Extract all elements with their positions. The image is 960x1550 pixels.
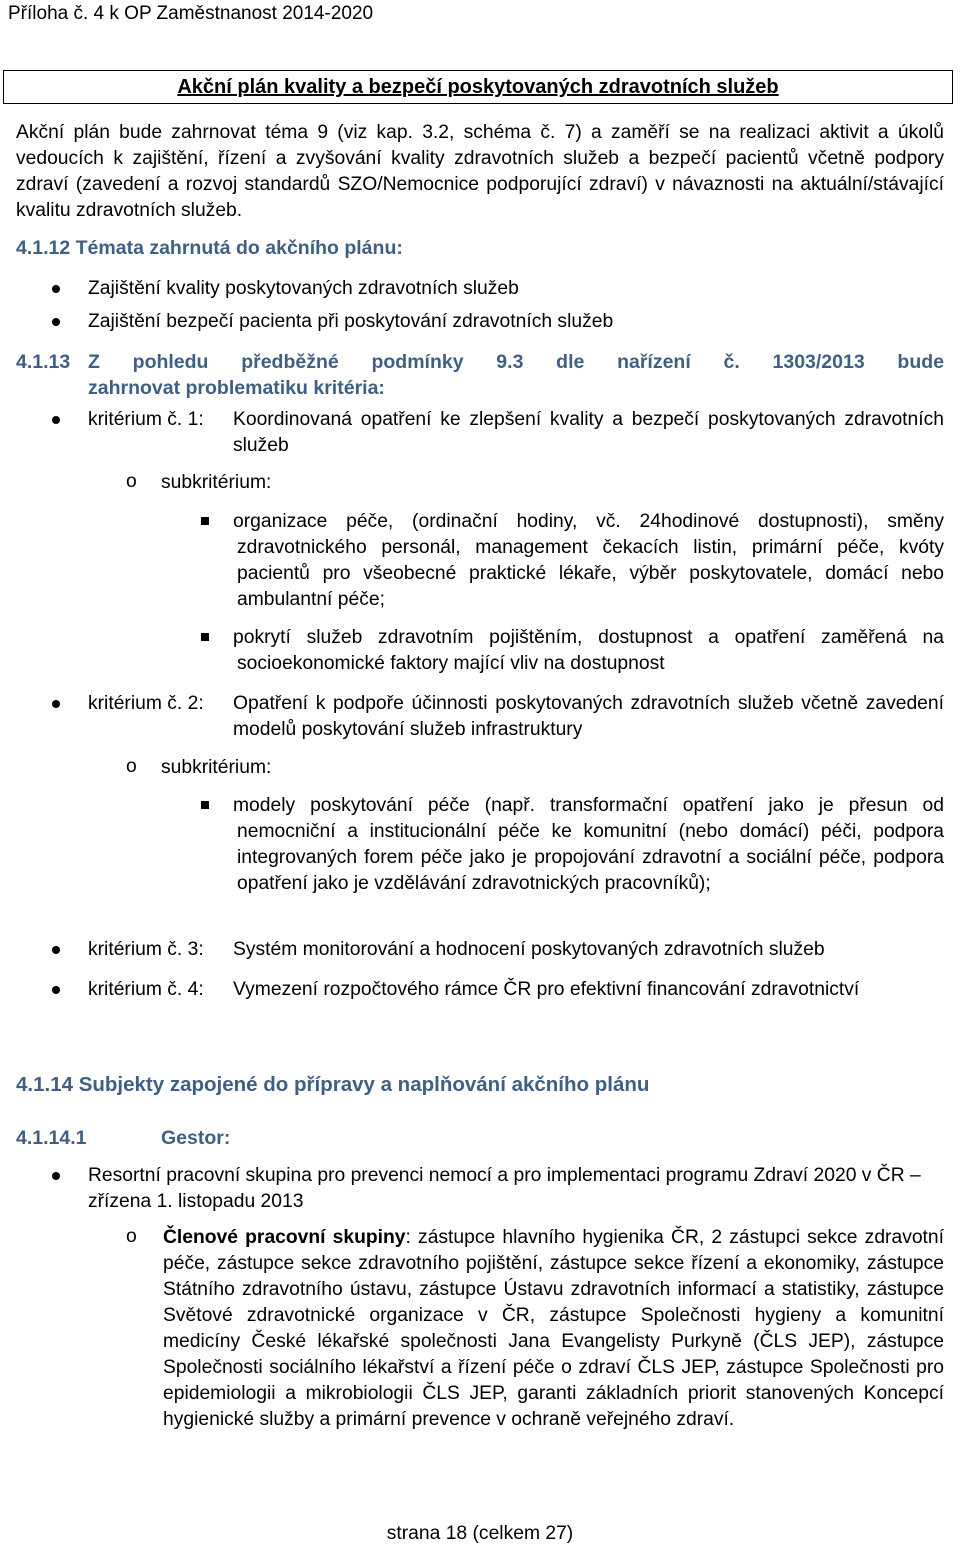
section-number: 4.1.13 [16, 351, 71, 373]
members-paragraph [163, 1225, 944, 1433]
criterion-label: kritérium č. 2: [88, 693, 204, 714]
section-title: Subjekty zapojené do přípravy a naplňování akčního plánu [78, 1073, 650, 1096]
criterion-text: Koordinovaná opatření ke zlepšení kvality a bezpečí poskytovaných zdravotních služeb [233, 409, 944, 456]
document-title: Akční plán kvality a bezpečí poskytovaných zdravotních služeb [3, 70, 953, 104]
subcriterion-label: subkritérium: [161, 757, 272, 778]
criterion-text: Opatření k podpoře účinnosti poskytovaných zdravotních služeb včetně zavedení modelů poskytování služeb infrastruktury [233, 693, 944, 740]
bullet-icon [52, 1172, 60, 1180]
square-bullet-icon [201, 801, 209, 809]
bullet-icon [52, 416, 60, 424]
section-4-1-12-heading [16, 237, 403, 260]
subcriterion-item: modely poskytování péče (např. transformační opatření jako je přesun od nemocniční a institucionální péče ke komunitní (nebo domácí) péči, podpora integrovaných forem péče jako je propojování zdravotní a sociální péče, podpora opatření jako je vzdělávání zdravotnických pracovníků); [233, 795, 944, 894]
circle-bullet-icon: o [126, 471, 137, 492]
section-title: Témata zahrnutá do akčního plánu: [75, 237, 403, 259]
section-number: 4.1.12 [16, 237, 71, 259]
section-4-1-13-heading [16, 349, 944, 401]
section-4-1-14-heading [16, 1073, 649, 1097]
bullet-icon [52, 700, 60, 708]
section-title-line2: zahrnovat problematiku kritéria: [88, 377, 385, 399]
criterion-text: Systém monitorování a hodnocení poskytovaných zdravotních služeb [233, 939, 825, 960]
subcriterion-item: pokrytí služeb zdravotním pojištěním, dostupnost a opatření zaměřená na socioekonomické faktory mající vliv na dostupnost [233, 627, 944, 674]
bullet-icon [52, 946, 60, 954]
intro-paragraph: Akční plán bude zahrnovat téma 9 (viz kap. 3.2, schéma č. 7) a zaměří se na realizaci aktivit a úkolů vedoucích k zajištění, řízení a zvyšování kvality zdravotních služeb a bezpečí pacientů včetně podpory zdraví (zavedení a rozvoj standardů SZO/Nemocnice podporující zdraví) v návaznosti na aktuální/stávající kvalitu zdravotních služeb. [16, 122, 944, 221]
criterion-text: Vymezení rozpočtového rámce ČR pro efektivní financování zdravotnictví [233, 979, 860, 1000]
criterion-label: kritérium č. 3: [88, 939, 204, 960]
section-title: Gestor: [161, 1127, 231, 1149]
members-text: : zástupce hlavního hygienika ČR, 2 zástupci sekce zdravotní péče, zástupce sekce zdravotního pojištění, zástupce sekce řízení a ekonomiky, zástupce Státního zdravotního ústavu, zástupce Ústavu zdravotních informací a statistiky, zástupce Světové zdravotnické organizace v ČR, zástupce Společnosti hygieny a komunitní medicíny České lékařské společnosti Jana Evangelisty Purkyně (ČLS JEP), zástupce Společnosti sociálního lékařství a řízení péče o zdraví ČLS JEP, zástupce Společnosti pro epidemiologii a mikrobiologii ČLS JEP, garanti základních priorit stanovených Koncepcí hygienické služby a primární prevence v ochraně veřejného zdraví. [163, 1227, 944, 1430]
criterion-label: kritérium č. 1: [88, 409, 204, 430]
members-label: Členové pracovní skupiny [163, 1227, 406, 1248]
list-item: Zajištění bezpečí pacienta při poskytování zdravotních služeb [88, 311, 614, 332]
criterion-label: kritérium č. 4: [88, 979, 204, 1000]
subcriterion-item: organizace péče, (ordinační hodiny, vč. 24hodinové dostupnosti), směny zdravotnického personál, management čekacích listin, primární péče, kvóty pacientů pro všeobecné praktické lékaře, výběr poskytovatele, domácí nebo ambulantní péče; [233, 511, 944, 610]
list-item: Zajištění kvality poskytovaných zdravotních služeb [88, 278, 519, 299]
bullet-icon [52, 986, 60, 994]
circle-bullet-icon: o [126, 1226, 137, 1247]
square-bullet-icon [201, 517, 209, 525]
bullet-icon [52, 318, 60, 326]
section-title-line1: Z pohledu předběžné podmínky 9.3 dle nařízení č. 1303/2013 bude [88, 351, 944, 373]
section-number: 4.1.14 [16, 1073, 73, 1096]
page-header: Příloha č. 4 k OP Zaměstnanost 2014-2020 [8, 3, 374, 24]
section-4-1-14-1-heading [16, 1127, 231, 1150]
subcriterion-label: subkritérium: [161, 472, 272, 493]
square-bullet-icon [201, 633, 209, 641]
section-number: 4.1.14.1 [16, 1127, 87, 1149]
list-item: Resortní pracovní skupina pro prevenci nemocí a pro implementaci programu Zdraví 2020 v ČR – zřízena 1. listopadu 2013 [88, 1165, 921, 1212]
page-footer: strana 18 (celkem 27) [386, 1523, 574, 1544]
bullet-icon [52, 285, 60, 293]
circle-bullet-icon: o [126, 756, 137, 777]
